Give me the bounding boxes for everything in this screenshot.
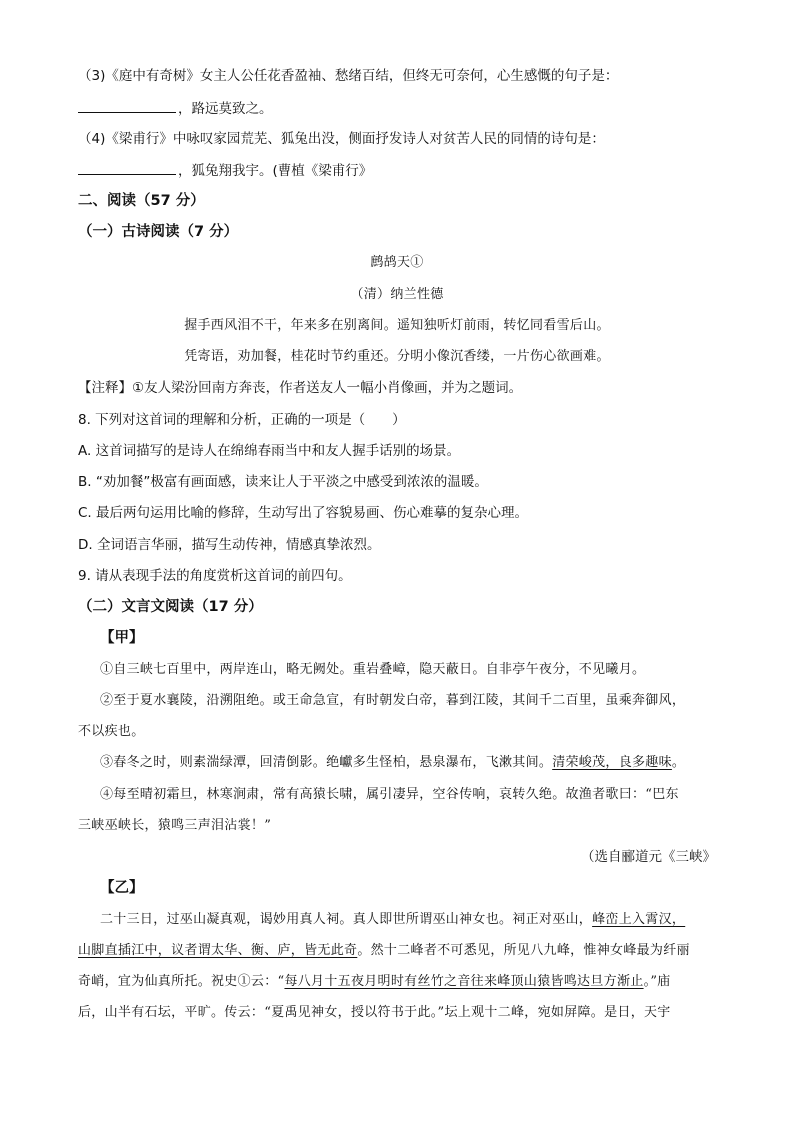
q3-prompt: （3)《庭中有奇树》女主人公任花香盈袖、愁绪百结，但终无可奈何，心生感慨的句子是： [78,68,619,84]
passage-paragraph-cont [78,941,690,961]
underlined-text: 山脚直插江中，议者谓太华、衡、庐，皆无此奇 [78,943,358,958]
q3-answer-line [78,98,273,119]
answer-blank[interactable] [78,160,176,175]
poem-line: 握手西风泪不干，年来多在别离间。遥知独听灯前雨，转忆同看雪后山。 [184,318,610,333]
q4-prompt: （4)《梁甫行》中咏叹家园荒芜、狐兔出没，侧面抒发诗人对贫苦人民的同情的诗句是： [78,131,605,147]
passage-label-jia: 【甲】 [100,630,144,646]
underlined-text: 每八月十五夜月明时有丝竹之音往来峰顶山猿皆鸣达旦方渐止 [284,974,644,989]
passage-paragraph-cont [78,972,671,992]
q9-stem: 9. 请从表现手法的角度赏析这首词的前四句。 [78,568,352,584]
text-run: 奇峭，宜为仙真所托。祝史①云：“ [78,974,285,989]
q8-stem: 8. 下列对这首词的理解和分析，正确的一项是（ ） [78,412,406,428]
passage-paragraph-cont: 不以疾也。 [78,724,145,739]
passage-source: （选自郦道元《三峡》 [581,849,716,865]
passage-paragraph: ④每至晴初霜旦，林寒涧肃，常有高猿长啸，属引凄异，空谷传响，哀转久绝。故渔者歌曰：“巴东 [100,787,679,802]
passage-paragraph [100,910,685,930]
q4-answer-suffix: ，狐兔翔我宇。(曹植《梁甫行》 [178,163,373,179]
text-run: 。然十二峰者不可悉见，所见八九峰，惟神女峰最为纤丽 [357,943,690,958]
underlined-text: 峰峦上入霄汉， [592,912,686,927]
q4-answer-line [78,160,372,181]
text-run: 二十三日，过巫山凝真观，谒妙用真人祠。真人即世所谓巫山神女也。祠正对巫山， [100,912,593,927]
q3-answer-suffix: ，路远莫致之。 [178,101,273,117]
poem-note: 【注释】①友人梁汾回南方奔丧，作者送友人一幅小肖像画，并为之题词。 [78,380,523,396]
q8-option-b[interactable]: B. “劝加餐”极富有画面感，读来让人于平淡之中感受到浓浓的温暖。 [78,474,488,490]
answer-blank[interactable] [78,98,176,113]
poem-title: 鹧鸪天① [370,255,424,270]
underlined-text: 清荣峻茂，良多趣味 [552,755,672,770]
poem-line: 凭寄语，劝加餐，桂花时节约重还。分明小像沉香缕，一片伤心欲画难。 [184,349,610,364]
passage-paragraph-cont: 三峡巫峡长，猿鸣三声泪沾裳！” [78,818,272,833]
passage-paragraph [100,753,685,773]
q8-option-c[interactable]: C. 最后两句运用比喻的修辞，生动写出了容貌易画、伤心难摹的复杂心理。 [78,505,529,521]
passage-paragraph-cont: 后，山半有石坛，平旷。传云：“夏禹见神女，授以符书于此。”坛上观十二峰，宛如屏障。是日，天宇 [78,1005,671,1020]
part-heading: （二）文言文阅读（17 分） [78,599,263,615]
text-run: 。 [671,755,686,770]
passage-label-yi: 【乙】 [100,880,144,896]
part-heading: （一）古诗阅读（7 分） [78,224,239,240]
passage-paragraph: ②至于夏水襄陵，沿溯阻绝。或王命急宣，有时朝发白帝，暮到江陵，其间千二百里，虽乘奔御风， [100,693,686,708]
text-run: ③春冬之时，则素湍绿潭，回清倒影。绝巘多生怪柏，悬泉瀑布，飞漱其间。 [100,755,553,770]
q8-option-a[interactable]: A. 这首词描写的是诗人在绵绵春雨当中和友人握手话别的场景。 [78,443,461,459]
passage-paragraph: ①自三峡七百里中，两岸连山，略无阙处。重岩叠嶂，隐天蔽日。自非亭午夜分，不见曦月。 [100,662,646,677]
section-heading: 二、阅读（57 分） [78,193,205,209]
q8-option-d[interactable]: D. 全词语言华丽，描写生动传神，情感真挚浓烈。 [78,537,381,553]
poem-author: （清）纳兰性德 [350,287,444,302]
text-run: 。”庙 [643,974,671,989]
